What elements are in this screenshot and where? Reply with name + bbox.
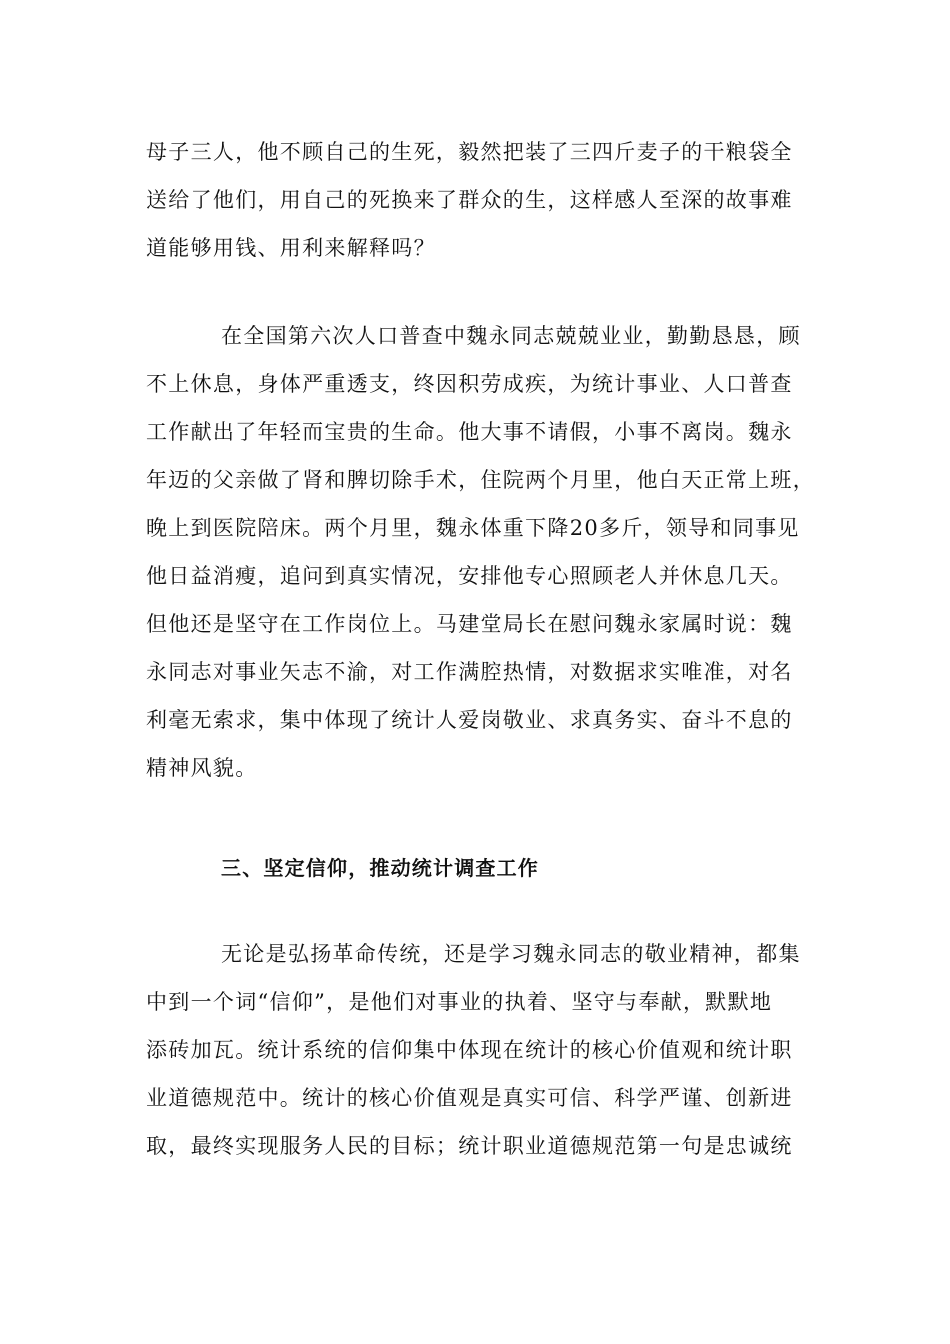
paragraph-2-line-4: 年迈的父亲做了肾和脾切除手术，住院两个月里，他白天正常上班，: [146, 468, 815, 492]
paragraph-1-line-1: 母子三人，他不顾自己的生死，毅然把装了三四斤麦子的干粮袋全: [146, 140, 793, 164]
paragraph-2-line-9: 利毫无索求，集中体现了统计人爱岗敬业、求真务实、奋斗不息的: [146, 708, 793, 732]
paragraph-3-line-4: 业道德规范中。统计的核心价值观是真实可信、科学严谨、创新进: [146, 1086, 793, 1110]
paragraph-2-line-5: 晚上到医院陪床。两个月里，魏永体重下降20多斤，领导和同事见: [146, 516, 800, 540]
paragraph-2-line-1: 在全国第六次人口普查中魏永同志兢兢业业，勤勤恳恳，顾: [221, 324, 801, 348]
paragraph-2-line-2: 不上休息，身体严重透支，终因积劳成疾，为统计事业、人口普查: [146, 372, 793, 396]
section-3-heading: 三、坚定信仰，推动统计调查工作: [221, 856, 539, 880]
paragraph-2-line-7: 但他还是坚守在工作岗位上。马建堂局长在慰问魏永家属时说：魏: [146, 612, 793, 636]
paragraph-3-line-3: 添砖加瓦。统计系统的信仰集中体现在统计的核心价值观和统计职: [146, 1038, 793, 1062]
paragraph-1-line-2: 送给了他们，用自己的死换来了群众的生，这样感人至深的故事难: [146, 188, 793, 212]
paragraph-2-line-6: 他日益消瘦，追问到真实情况，安排他专心照顾老人并休息几天。: [146, 564, 793, 588]
paragraph-3-line-2: 中到一个词“信仰”，是他们对事业的执着、坚守与奉献，默默地: [146, 990, 773, 1014]
paragraph-2-line-3: 工作献出了年轻而宝贵的生命。他大事不请假，小事不离岗。魏永: [146, 420, 793, 444]
paragraph-1-line-3: 道能够用钱、用利来解释吗？: [146, 236, 436, 260]
paragraph-3-line-5: 取，最终实现服务人民的目标；统计职业道德规范第一句是忠诚统: [146, 1134, 793, 1158]
paragraph-3-line-1: 无论是弘扬革命传统，还是学习魏永同志的敬业精神，都集: [221, 942, 801, 966]
paragraph-2-line-8: 永同志对事业矢志不渝，对工作满腔热情，对数据求实唯准，对名: [146, 660, 793, 684]
paragraph-2-line-10: 精神风貌。: [146, 756, 258, 780]
